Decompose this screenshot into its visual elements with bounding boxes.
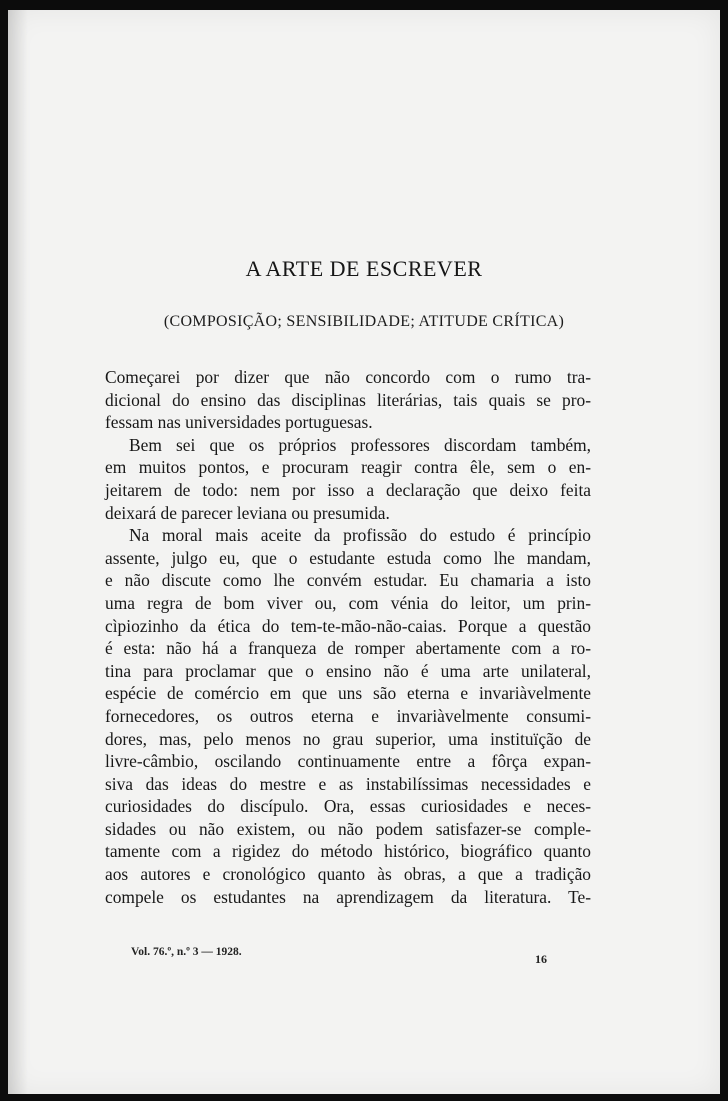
text-line: compele os estudantes na aprendizagem da literatura. Te- — [105, 886, 591, 907]
text-line: Na moral mais aceite da profissão do estudo é princípio — [129, 525, 591, 546]
page-number: 16 — [535, 952, 547, 966]
text-line: sidades ou não existem, ou não podem satisfazer-se comple- — [105, 818, 591, 839]
text-line: espécie de comércio em que uns são eterna e invariàvelmente — [105, 683, 591, 704]
text-line: livre-câmbio, oscilando continuamente entre a fôrça expan- — [105, 751, 591, 772]
text-line: é esta: não há a franqueza de romper abertamente com a ro- — [105, 638, 591, 659]
page-edge-shadow — [8, 10, 28, 1094]
article-body — [105, 366, 591, 908]
text-line: Bem sei que os próprios professores discordam também, — [129, 434, 591, 455]
text-line: Começarei por dizer que não concordo com o rumo tra- — [105, 367, 591, 387]
text-line: deixará de parecer leviana ou presumida. — [105, 502, 390, 523]
text-line: aos autores e cronológico quanto às obras, a que a tradição — [105, 864, 591, 885]
volume-reference: Vol. 76.º, n.º 3 — 1928. — [131, 946, 242, 958]
document-page — [8, 10, 720, 1094]
text-line: dores, mas, pelo menos no grau superior, uma instituïção de — [105, 728, 591, 749]
text-line: siva das ideas do mestre e as instabilíssimas necessidades e — [105, 773, 591, 794]
text-line: em muitos pontos, e procuram reagir contra êle, sem o en- — [105, 457, 591, 478]
text-line: e não discute como lhe convém estudar. Eu chamaria a isto — [105, 570, 591, 591]
text-line: cìpiozinho da ética do tem-te-mão-não-caias. Porque a questão — [105, 615, 591, 636]
text-line: tamente com a rigidez do método histórico, biográfico quanto — [105, 841, 591, 862]
text-line: tina para proclamar que o ensino não é uma arte unilateral, — [105, 660, 591, 681]
text-line: uma regra de bom viver ou, com vénia do leitor, um prin- — [105, 592, 591, 613]
text-line: dicional do ensino das disciplinas literárias, tais quais se pro- — [105, 389, 591, 410]
article-subtitle: (COMPOSIÇÃO; SENSIBILIDADE; ATITUDE CRÍTICA) — [163, 313, 565, 330]
text-line: jeitarem de todo: nem por isso a declaração que deixo feita — [105, 479, 591, 500]
article-title: A ARTE DE ESCREVER — [245, 256, 483, 281]
text-line: assente, julgo eu, que o estudante estuda como lhe mandam, — [105, 547, 591, 568]
text-line: fornecedores, os outros eterna e invariàvelmente consumi- — [105, 705, 591, 726]
text-line: curiosidades do discípulo. Ora, essas curiosidades e neces- — [105, 796, 591, 817]
text-line: fessam nas universidades portuguesas. — [105, 412, 373, 433]
